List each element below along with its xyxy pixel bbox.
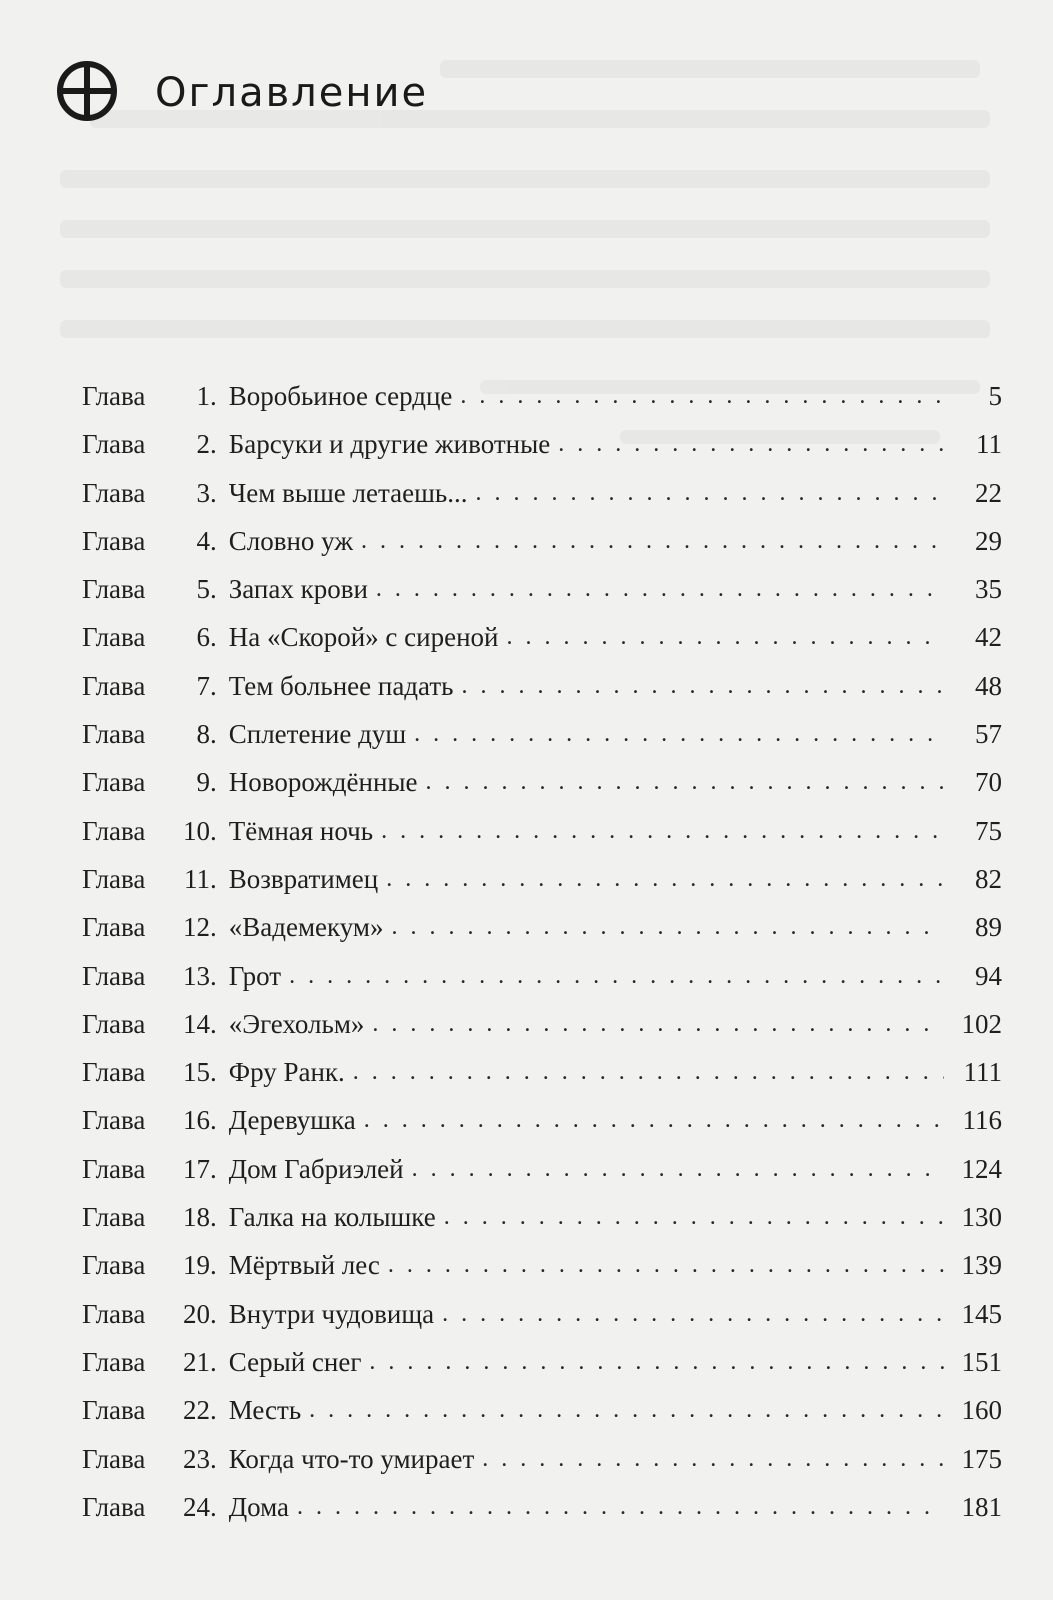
- dot-leader: [461, 662, 944, 710]
- chapter-number: 3: [196, 477, 210, 508]
- chapter-title: Дом Габриэлей: [228, 1153, 404, 1184]
- toc-entry[interactable]: [82, 758, 1002, 806]
- chapter-number-dot: .: [210, 1298, 217, 1329]
- toc-entry[interactable]: [82, 1290, 1002, 1338]
- dot-leader: [475, 469, 944, 517]
- chapter-title: Деревушка: [228, 1105, 356, 1136]
- toc-entry[interactable]: [82, 952, 1002, 1000]
- dot-leader: [460, 372, 944, 420]
- chapter-number: 10: [183, 815, 210, 846]
- page-number: 145: [961, 1298, 1002, 1329]
- chapter-label: Глава: [82, 1395, 146, 1426]
- page-number: 75: [975, 815, 1002, 846]
- page-number: 29: [975, 525, 1002, 556]
- chapter-number: 6: [196, 622, 210, 653]
- chapter-number-dot: .: [210, 477, 217, 508]
- chapter-number-dot: .: [210, 1202, 217, 1233]
- chapter-number: 14: [183, 1008, 210, 1039]
- chapter-label: Глава: [82, 1105, 146, 1136]
- chapter-title: Дома: [228, 1491, 290, 1522]
- dot-leader: [353, 1048, 944, 1096]
- dot-leader: [386, 855, 944, 903]
- toc-entry[interactable]: [82, 420, 1002, 468]
- chapter-number-dot: .: [210, 1057, 217, 1088]
- dot-leader: [442, 1290, 944, 1338]
- chapter-number-dot: .: [210, 622, 217, 653]
- chapter-title: Мёртвый лес: [228, 1250, 380, 1281]
- page-number: 181: [961, 1491, 1002, 1522]
- chapter-title: Барсуки и другие животные: [228, 429, 551, 460]
- toc-entry[interactable]: [82, 1241, 1002, 1289]
- toc-entry[interactable]: [82, 1338, 1002, 1386]
- chapter-title: На «Скорой» с сиреной: [228, 622, 499, 653]
- chapter-label: Глава: [82, 767, 146, 798]
- chapter-title: Серый снег: [228, 1346, 362, 1377]
- chapter-number-dot: .: [210, 1008, 217, 1039]
- chapter-label: Глава: [82, 670, 146, 701]
- dot-leader: [381, 807, 944, 855]
- toc-entry[interactable]: [82, 517, 1002, 565]
- chapter-number-dot: .: [210, 960, 217, 991]
- chapter-number-dot: .: [210, 719, 217, 750]
- dot-leader: [426, 758, 944, 806]
- chapter-number-dot: .: [210, 1250, 217, 1281]
- chapter-title: Воробьиное сердце: [228, 381, 453, 411]
- chapter-number: 11: [184, 863, 210, 894]
- chapter-number: 20: [183, 1298, 210, 1329]
- page-number: 102: [961, 1008, 1002, 1039]
- chapter-title: Грот: [228, 960, 282, 991]
- toc-entry[interactable]: [82, 565, 1002, 613]
- chapter-number-dot: .: [210, 912, 217, 943]
- dot-leader: [414, 710, 944, 758]
- dot-leader: [388, 1241, 944, 1289]
- chapter-number-dot: .: [210, 525, 217, 556]
- page-number: 94: [975, 960, 1002, 991]
- chapter-number: 7: [196, 670, 210, 701]
- chapter-label: Глава: [82, 1202, 146, 1233]
- chapter-number: 12: [183, 912, 210, 943]
- toc-entry[interactable]: [82, 710, 1002, 758]
- chapter-number: 13: [183, 960, 210, 991]
- chapter-number: 8: [196, 719, 210, 750]
- dot-leader: [309, 1386, 944, 1434]
- chapter-label: Глава: [82, 381, 146, 411]
- page-number: 82: [975, 863, 1002, 894]
- table-of-contents: [82, 372, 1002, 1531]
- chapter-label: Глава: [82, 574, 146, 605]
- dot-leader: [297, 1483, 944, 1531]
- chapter-title: Тем больнее падать: [228, 670, 454, 701]
- chapter-title: Месть: [228, 1395, 302, 1426]
- page-number: 139: [961, 1250, 1002, 1281]
- chapter-label: Глава: [82, 960, 146, 991]
- dot-leader: [507, 613, 945, 661]
- chapter-number: 15: [183, 1057, 210, 1088]
- chapter-number-dot: .: [210, 1153, 217, 1184]
- chapter-label: Глава: [82, 1250, 146, 1281]
- chapter-label: Глава: [82, 477, 146, 508]
- chapter-number: 24: [183, 1491, 210, 1522]
- chapter-number-dot: .: [210, 1346, 217, 1377]
- page-number: 124: [961, 1153, 1002, 1184]
- dot-leader: [364, 1096, 944, 1144]
- chapter-label: Глава: [82, 863, 146, 894]
- page-number: 70: [975, 767, 1002, 798]
- chapter-number-dot: .: [210, 1491, 217, 1522]
- page-number: 5: [988, 381, 1002, 411]
- page-number: 116: [962, 1105, 1002, 1136]
- toc-entry[interactable]: [82, 1386, 1002, 1434]
- page-number: 175: [961, 1443, 1002, 1474]
- chapter-number: 19: [183, 1250, 210, 1281]
- page-number: 111: [963, 1057, 1002, 1088]
- page-title: Оглавление: [155, 70, 429, 116]
- chapter-title: Фру Ранк.: [228, 1057, 345, 1088]
- chapter-title: Тёмная ночь: [228, 815, 374, 846]
- page-number: 42: [975, 622, 1002, 653]
- toc-entry[interactable]: [82, 469, 1002, 517]
- dot-leader: [482, 1435, 944, 1483]
- chapter-number: 17: [183, 1153, 210, 1184]
- page-number: 48: [975, 670, 1002, 701]
- chapter-number-dot: .: [210, 429, 217, 460]
- page-number: 160: [961, 1395, 1002, 1426]
- chapter-title: «Эгехольм»: [228, 1008, 365, 1039]
- chapter-title: Когда что-то умирает: [228, 1443, 475, 1474]
- page-number: 130: [961, 1202, 1002, 1233]
- toc-entry[interactable]: [82, 1483, 1002, 1531]
- chapter-number: 22: [183, 1395, 210, 1426]
- chapter-number: 18: [183, 1202, 210, 1233]
- dot-leader: [444, 1193, 944, 1241]
- dot-leader: [558, 420, 944, 468]
- chapter-number: 1: [196, 381, 210, 411]
- chapter-title: Чем выше летаешь...: [228, 477, 468, 508]
- toc-entry[interactable]: [82, 613, 1002, 661]
- toc-entry[interactable]: [82, 1096, 1002, 1144]
- chapter-number-dot: .: [210, 863, 217, 894]
- toc-entry[interactable]: [82, 903, 1002, 951]
- toc-entry[interactable]: [82, 807, 1002, 855]
- chapter-label: Глава: [82, 525, 146, 556]
- page-number: 35: [975, 574, 1002, 605]
- toc-entry[interactable]: [82, 1145, 1002, 1193]
- chapter-number: 9: [196, 767, 210, 798]
- toc-entry[interactable]: [82, 1000, 1002, 1048]
- chapter-label: Глава: [82, 719, 146, 750]
- chapter-label: Глава: [82, 622, 146, 653]
- chapter-number: 2: [196, 429, 210, 460]
- chapter-title: Новорождённые: [228, 767, 418, 798]
- chapter-title: Внутри чудовища: [228, 1298, 435, 1329]
- chapter-label: Глава: [82, 815, 146, 846]
- chapter-label: Глава: [82, 1346, 146, 1377]
- chapter-label: Глава: [82, 429, 146, 460]
- chapter-label: Глава: [82, 1008, 146, 1039]
- chapter-number-dot: .: [210, 574, 217, 605]
- chapter-label: Глава: [82, 1298, 146, 1329]
- dot-leader: [369, 1338, 944, 1386]
- dot-leader: [376, 565, 944, 613]
- chapter-number-dot: .: [210, 381, 217, 411]
- chapter-title: Сплетение душ: [228, 719, 407, 750]
- toc-entry[interactable]: [82, 855, 1002, 903]
- toc-entry[interactable]: [82, 372, 1002, 420]
- chapter-title: Словно уж: [228, 525, 353, 556]
- toc-entry[interactable]: [82, 1435, 1002, 1483]
- chapter-title: Возвратимец: [228, 863, 379, 894]
- page-number: 151: [961, 1346, 1002, 1377]
- dot-leader: [392, 903, 945, 951]
- chapter-number-dot: .: [210, 1395, 217, 1426]
- dot-leader: [372, 1000, 944, 1048]
- circle-cross-icon: [55, 59, 119, 123]
- chapter-title: «Вадемекум»: [228, 912, 384, 943]
- page-number: 89: [975, 912, 1002, 943]
- page-number: 22: [975, 477, 1002, 508]
- chapter-label: Глава: [82, 1153, 146, 1184]
- chapter-label: Глава: [82, 1491, 146, 1522]
- chapter-number: 23: [183, 1443, 210, 1474]
- dot-leader: [412, 1145, 944, 1193]
- dot-leader: [289, 952, 944, 1000]
- page-number: 57: [975, 719, 1002, 750]
- toc-entry[interactable]: [82, 662, 1002, 710]
- toc-entry[interactable]: [82, 1193, 1002, 1241]
- dot-leader: [361, 517, 944, 565]
- chapter-number-dot: .: [210, 1443, 217, 1474]
- chapter-label: Глава: [82, 1057, 146, 1088]
- page-number: 11: [976, 429, 1002, 460]
- chapter-number: 5: [196, 574, 210, 605]
- chapter-number-dot: .: [210, 767, 217, 798]
- toc-entry[interactable]: [82, 1048, 1002, 1096]
- chapter-number-dot: .: [210, 815, 217, 846]
- chapter-number: 4: [196, 525, 210, 556]
- chapter-number: 16: [183, 1105, 210, 1136]
- chapter-title: Галка на колышке: [228, 1202, 436, 1233]
- chapter-label: Глава: [82, 912, 146, 943]
- chapter-title: Запах крови: [228, 574, 368, 605]
- chapter-number-dot: .: [210, 670, 217, 701]
- chapter-number: 21: [183, 1346, 210, 1377]
- chapter-number-dot: .: [210, 1105, 217, 1136]
- chapter-label: Глава: [82, 1443, 146, 1474]
- toc-header: [55, 58, 428, 124]
